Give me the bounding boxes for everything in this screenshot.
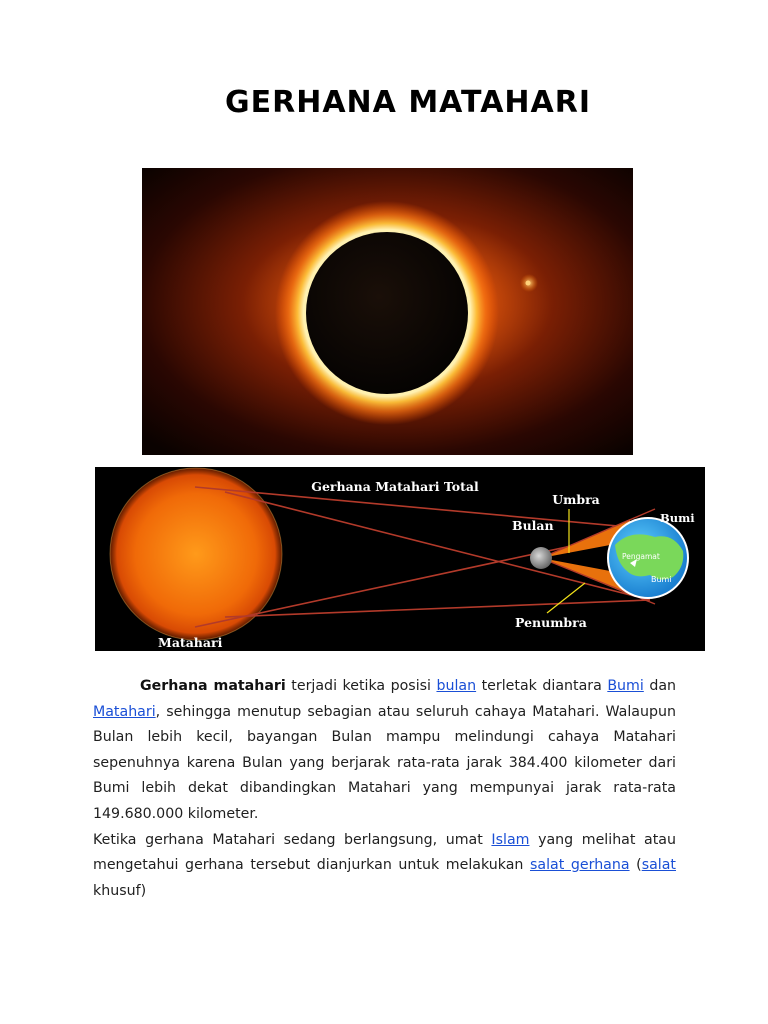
label-bulan: Bulan: [512, 518, 554, 533]
label-bumi: Bumi: [660, 511, 695, 525]
text: , sehingga menutup sebagian atau seluruh cahaya Matahari. Walaupun Bulan lebih kecil, bayangan Bulan mampu melindungi cahaya Matahari sepenuhnya karena Bulan yang berjarak rata-rata jarak 384.400 kilometer dari Bumi lebih dekat dibandingkan Matahari yang mempunyai jarak rata-rata 149.680.000 kilometer.: [93, 703, 676, 822]
paragraph-2: [93, 828, 676, 905]
link-islam[interactable]: Islam: [491, 831, 530, 848]
eclipse-photo: [142, 168, 633, 455]
paragraph-1: [93, 674, 676, 828]
eclipse-diagram: [95, 467, 705, 651]
term-gerhana-matahari: Gerhana matahari: [140, 678, 286, 694]
text: Ketika gerhana Matahari sedang berlangsung, umat: [93, 831, 492, 848]
label-bumi-inner: Bumi: [651, 575, 672, 584]
link-matahari[interactable]: Matahari: [93, 703, 156, 720]
text: khusuf): [93, 882, 147, 899]
link-salat[interactable]: salat: [641, 857, 676, 874]
label-umbra: Umbra: [552, 492, 600, 507]
label-matahari: Matahari: [158, 635, 223, 650]
page-title: GERHANA MATAHARI: [225, 85, 591, 120]
link-salat-gerhana[interactable]: salat gerhana: [529, 857, 630, 874]
label-pengamat: Pengamat: [622, 552, 660, 561]
text: terjadi ketika posisi: [285, 678, 437, 694]
link-bumi[interactable]: Bumi: [607, 678, 644, 694]
label-penumbra: Penumbra: [515, 615, 587, 630]
text: (: [629, 857, 642, 874]
article-body: [93, 674, 676, 904]
link-bulan[interactable]: bulan: [436, 678, 477, 694]
text: dan: [643, 678, 677, 694]
diagram-title: Gerhana Matahari Total: [311, 479, 479, 494]
moon-graphic: [530, 547, 552, 569]
text: terletak diantara: [476, 678, 608, 694]
text: yang melihat atau mengetahui gerhana tersebut dianjurkan untuk melakukan: [93, 831, 676, 874]
